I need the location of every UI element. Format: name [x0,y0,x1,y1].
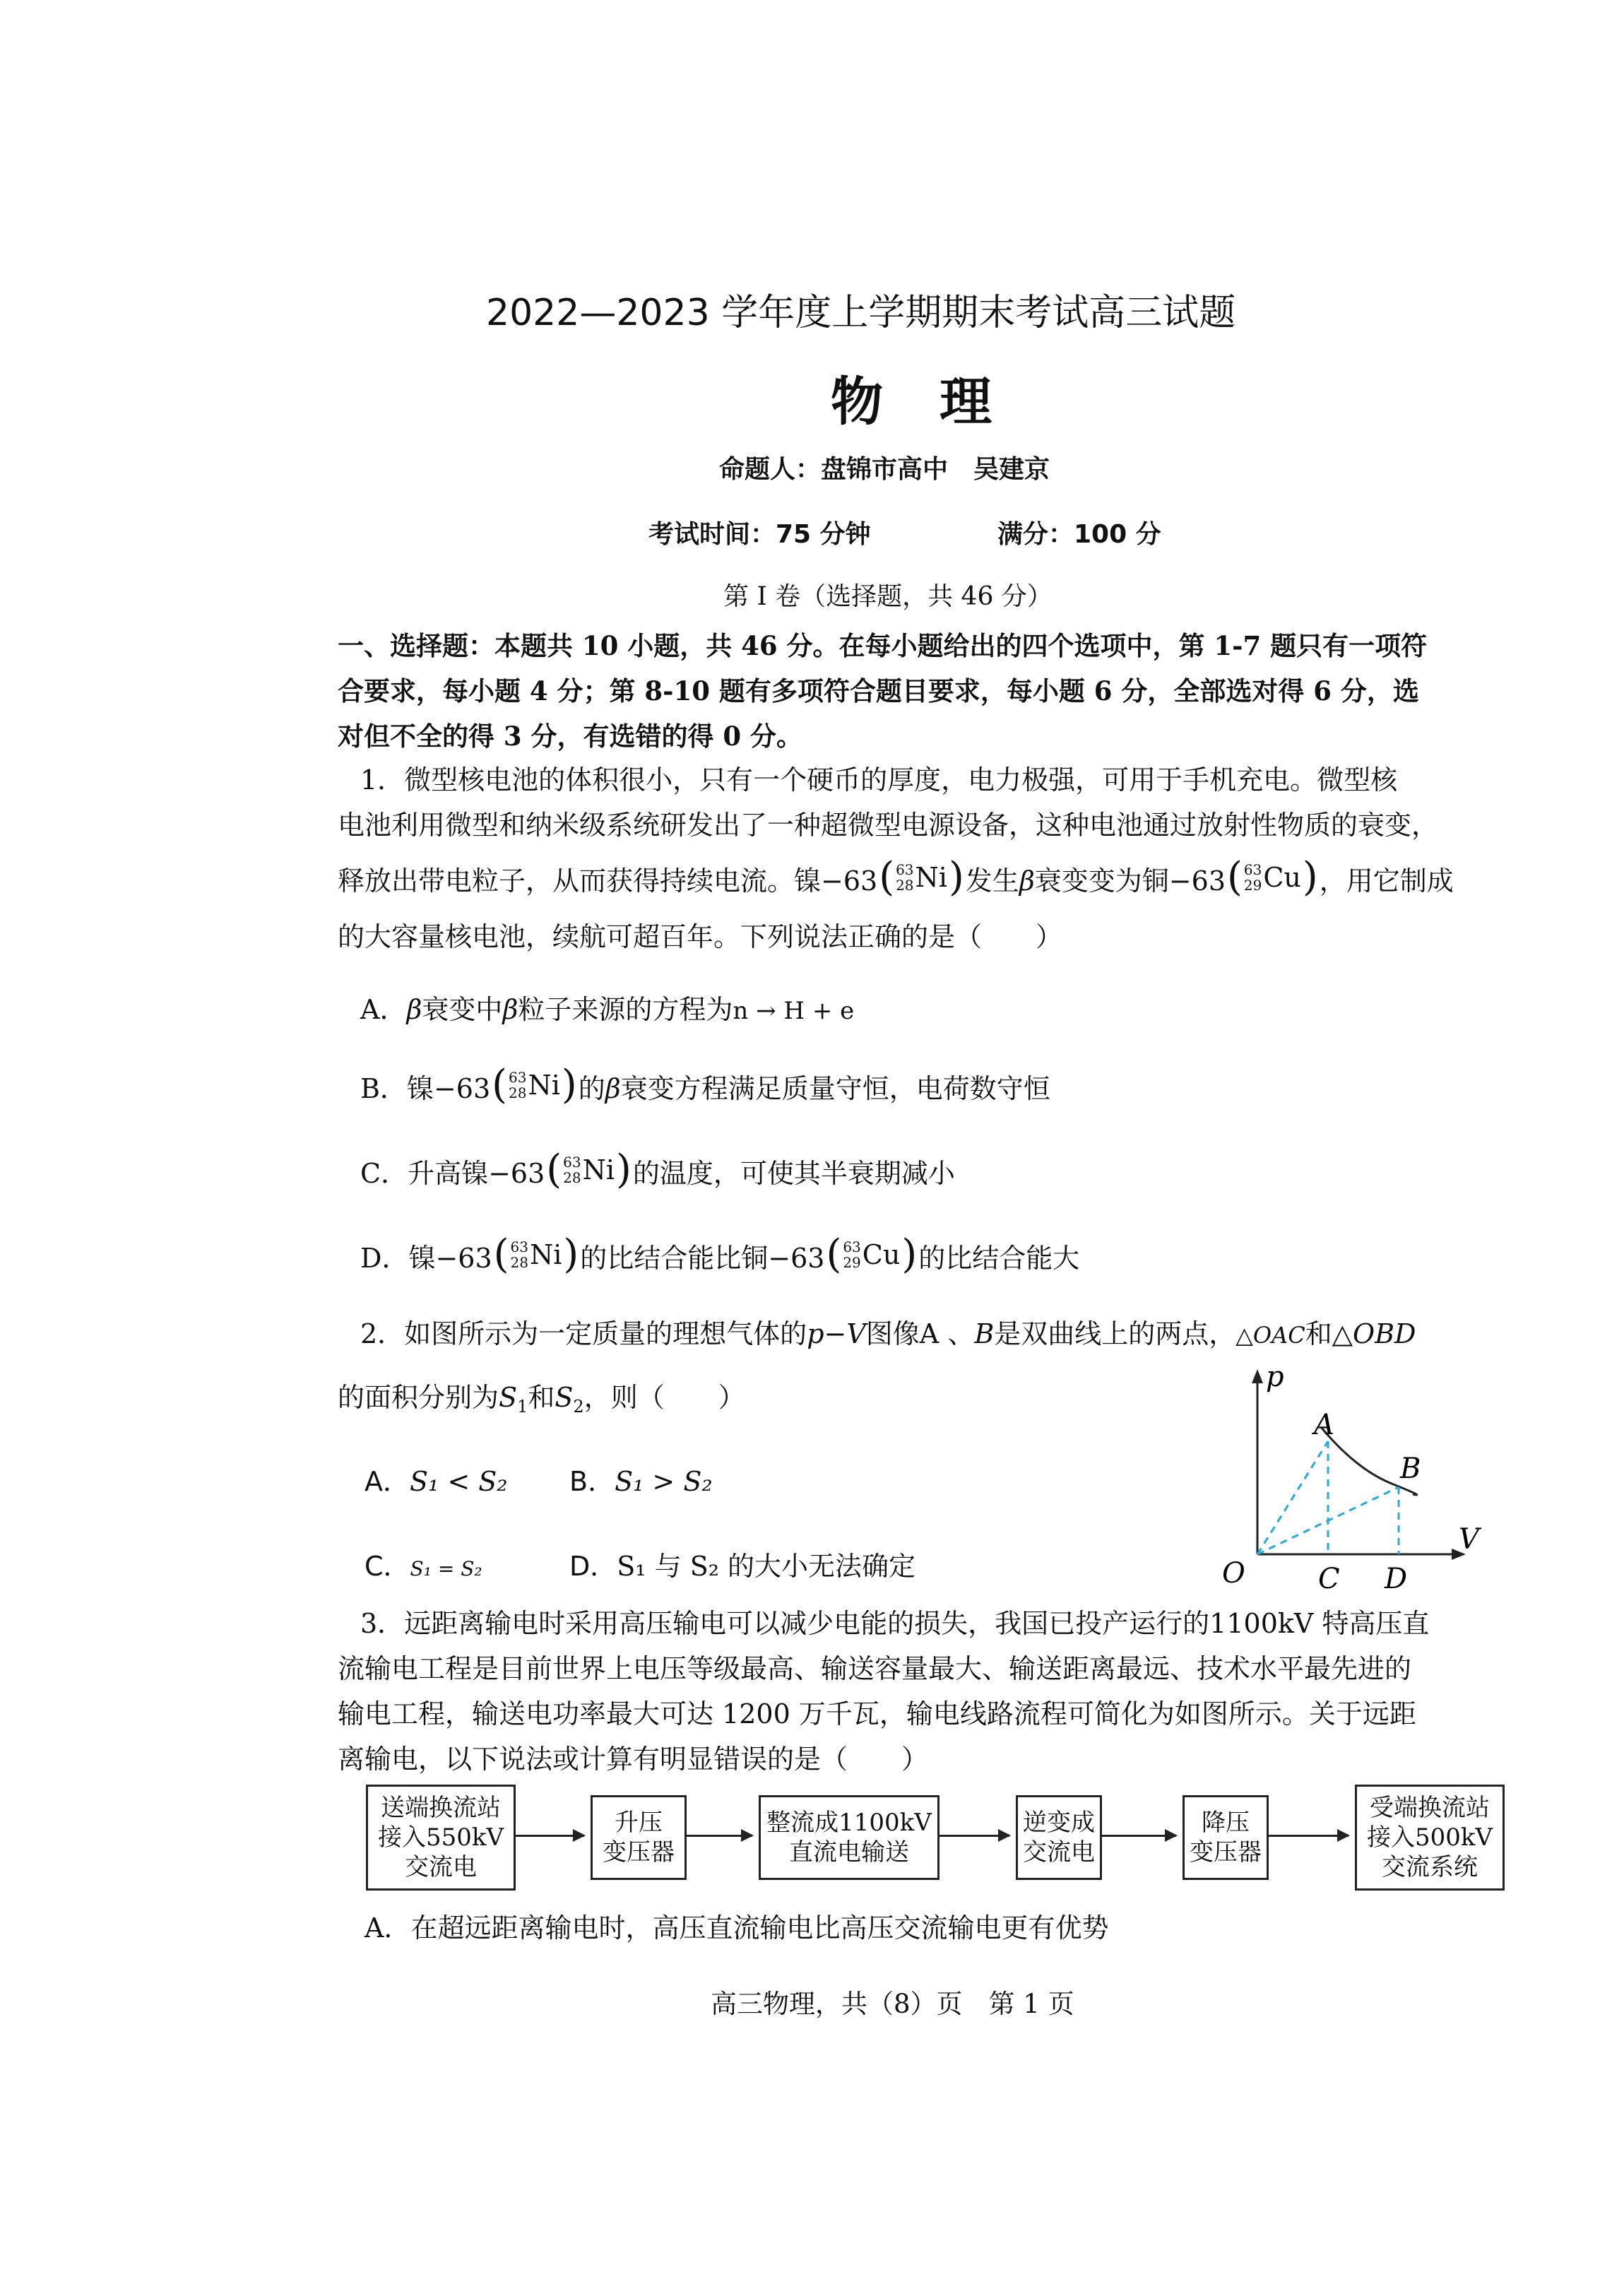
s2-subscript: 2 [573,1397,584,1416]
q3-line2: 流输电工程是目前世界上电压等级最高、输送容量最大、输送距离最远、技术水平最先进的 [338,1653,1412,1684]
q1-option-d[interactable] [360,1231,1080,1277]
q2-option-c[interactable] [364,1544,482,1583]
option-text: 的 [578,1073,605,1104]
q2-text: ，则（ ） [583,1382,745,1413]
element-symbol: Ni [529,1239,562,1270]
q3-line1: 3．远距离输电时采用高压输电可以减少电能的损失，我国已投产运行的1100kV 特高压直 [360,1608,1430,1639]
q3-option-a[interactable]: A．在超远距离输电时，高压直流输电比高压交流输电更有优势 [364,1912,1109,1944]
a-label: A [1314,1409,1334,1441]
q1-option-c[interactable] [360,1147,955,1193]
q2-text: 和 [1305,1318,1332,1349]
flow-receiving-station: 受端换流站 接入500kV 交流系统 [1355,1785,1505,1891]
flow-arrow [1267,1835,1349,1837]
element-symbol: Cu [862,1239,901,1270]
q2-option-b[interactable] [569,1460,713,1498]
element-symbol: Ni [528,1070,560,1101]
atomic-number: 28 [510,1254,528,1271]
mass-number: 63 [1243,861,1262,878]
atomic-number: 29 [1243,877,1262,894]
option-text: 衰变中 [422,994,503,1025]
option-expression: S₁ < S₂ [410,1466,508,1497]
q1-line3 [338,855,1454,904]
q1-text: 发生 [965,865,1019,897]
flow-step-up-transformer: 升压 变压器 [591,1795,687,1880]
mass-number: 63 [509,1069,527,1086]
option-letter: A． [360,994,407,1025]
flow-rectifier-dc: 整流成1100kV 直流电输送 [759,1795,940,1880]
nickel-nuclide: ( 63 28 Ni ) [546,1147,632,1193]
author-line: 命题人：盘锦市高中 吴建京 [719,455,1050,484]
p-axis-arrow [1252,1369,1263,1383]
pv-label: p−V [807,1318,866,1349]
mass-number: 63 [896,861,914,878]
q2-option-d[interactable] [569,1544,915,1583]
q2-text: 2．如图所示为一定质量的理想气体的 [360,1318,807,1349]
flow-arrow [937,1835,1009,1837]
option-text: 的比结合能比铜 [580,1243,769,1274]
q2-option-a[interactable] [364,1460,508,1498]
option-expression: S₁ 与 S₂ 的大小无法确定 [617,1551,916,1582]
q2-text: 和 [528,1382,555,1413]
q2-text: 图像A 、 [865,1318,975,1349]
option-text: 衰变方程满足质量守恒，电荷数守恒 [620,1073,1050,1104]
decay-equation: n → H + e [733,997,855,1025]
exam-time: 考试时间：75 分钟 [648,520,871,549]
point-b-label: B [974,1318,995,1349]
option-letter: D． [569,1551,617,1582]
nickel-label: −63 [435,1243,492,1274]
option-expression: S₁ > S₂ [615,1466,713,1497]
option-text: 粒子来源的方程为 [518,994,733,1025]
beta-symbol: β [502,994,518,1025]
flow-sending-station: 送端换流站 接入550kV 交流电 [366,1785,516,1891]
q1-line1: 1．微型核电池的体积很小，只有一个硬币的厚度，电力极强，可用于手机充电。微型核 [360,764,1398,795]
flow-inverter-ac: 逆变成 交流电 [1016,1795,1102,1880]
element-symbol: Ni [915,862,947,893]
c-label: C [1318,1563,1340,1595]
section-instructions-2: 合要求，每小题 4 分；第 8-10 题有多项符合题目要求，每小题 6 分，全部选对得 6 分，选 [338,675,1419,706]
beta-symbol: β [1019,865,1035,897]
q1-line4: 的大容量核电池，续航可超百年。下列说法正确的是（ ） [338,921,1063,952]
option-text: 的温度，可使其半衰期减小 [632,1158,955,1189]
q1-text: 衰变变为铜 [1034,865,1169,897]
q2-text: 的面积分别为 [338,1382,499,1413]
q2-line1 [360,1311,1416,1358]
option-text: 的比结合能大 [918,1243,1080,1274]
triangle-oac: △OAC [1235,1322,1305,1349]
option-letter: C． [364,1551,410,1582]
flow-arrow [684,1835,752,1837]
atomic-number: 29 [843,1254,861,1271]
v-label: V [1459,1523,1479,1556]
exam-title: 2022—2023 学年度上学期期末考试高三试题 [486,292,1236,334]
flow-step-down-transformer: 降压 变压器 [1183,1795,1269,1880]
option-letter: B． [569,1466,615,1497]
option-text: B．镍 [360,1073,434,1104]
nickel-label: −63 [821,865,878,897]
q2-line2 [338,1375,745,1429]
element-symbol: Ni [582,1154,615,1185]
d-label: D [1385,1563,1408,1595]
option-letter: A． [364,1466,410,1497]
atomic-number: 28 [896,877,914,894]
nickel-nuclide: ( 63 28 Ni ) [492,1062,577,1108]
beta-symbol: β [406,994,422,1025]
pv-graph [1215,1364,1483,1597]
q2-text: 是双曲线上的两点， [994,1318,1236,1349]
nickel-nuclide: ( 63 28 Ni ) [493,1231,579,1277]
copper-label: −63 [1168,865,1226,897]
option-text: D．镍 [360,1243,436,1274]
mass-number: 63 [843,1238,861,1255]
q1-line2: 电池利用微型和纳米级系统研发出了一种超微型电源设备，这种电池通过放射性物质的衰变， [338,810,1439,841]
q1-option-a[interactable] [360,988,854,1027]
q1-option-b[interactable] [360,1062,1050,1108]
mass-number: 63 [563,1154,581,1171]
flow-arrow [1100,1835,1176,1837]
q3-line4: 离输电，以下说法或计算有明显错误的是（ ） [338,1744,929,1775]
section-instructions-3: 对但不全的得 3 分，有选错的得 0 分。 [338,721,803,752]
nickel-label: −63 [488,1158,545,1189]
q1-text: ，用它制成 [1319,865,1454,897]
element-symbol: Cu [1263,862,1301,893]
o-label: O [1222,1557,1245,1590]
nickel-nuclide: ( 63 28 Ni ) [879,854,964,900]
mass-number: 63 [510,1238,528,1255]
p-label: p [1266,1364,1284,1393]
atomic-number: 28 [509,1084,527,1101]
copper-nuclide: ( 63 29 Cu ) [826,1231,918,1277]
q3-line3: 输电工程，输送电功率最大可达 1200 万千瓦，输电线路流程可简化为如图所示。关于远距 [338,1698,1416,1729]
page-footer: 高三物理，共（8）页 第 1 页 [711,1989,1074,2019]
full-score: 满分：100 分 [997,520,1161,549]
flow-arrow [514,1835,584,1837]
copper-label: −63 [768,1243,825,1274]
option-expression: S₁ = S₂ [410,1557,482,1580]
q1-text: 释放出带电粒子，从而获得持续电流。镍 [338,865,822,897]
copper-nuclide: ( 63 29 Cu ) [1227,854,1318,900]
s1-symbol: S [499,1382,518,1413]
atomic-number: 28 [563,1169,581,1186]
nickel-label: −63 [433,1073,491,1104]
volume-heading: 第 I 卷（选择题，共 46 分） [723,582,1053,611]
beta-symbol: β [605,1073,621,1104]
b-label: B [1400,1453,1421,1485]
subject-title: 物理 [831,372,1048,432]
triangle-obd: △OBD [1332,1318,1416,1349]
option-text: C．升高镍 [360,1158,489,1189]
s2-symbol: S [555,1382,574,1413]
s1-subscript: 1 [517,1397,528,1416]
section-instructions-1: 一、选择题：本题共 10 小题，共 46 分。在每小题给出的四个选项中，第 1-7 题只有一项符 [338,630,1428,661]
